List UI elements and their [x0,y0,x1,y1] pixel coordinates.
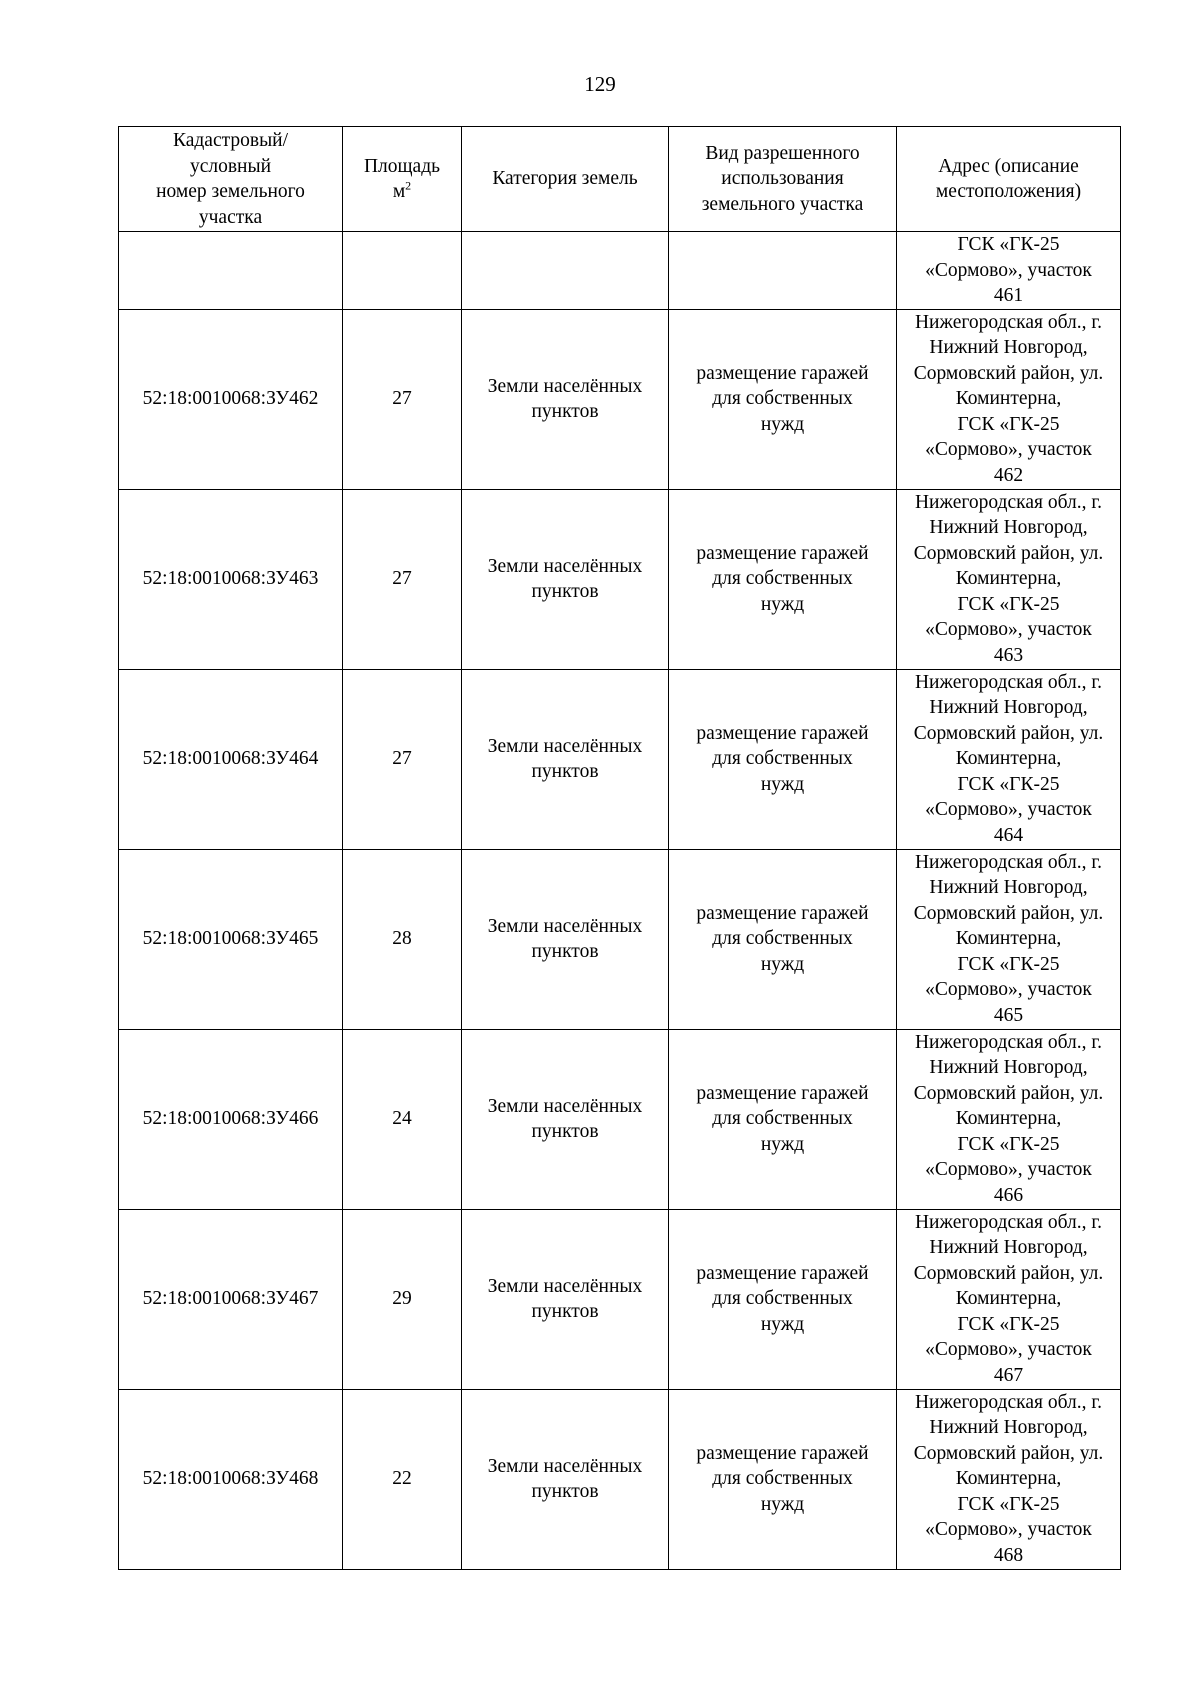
address-line: Нижегородская обл., г. [914,311,1103,333]
address-line: Сормовский район, ул. [913,902,1104,924]
category-line: пунктов [531,1481,599,1502]
address-line: Сормовский район, ул. [913,722,1104,744]
header-area-unit [345,179,459,205]
cell-category [462,1389,669,1569]
cell-area: 27 [343,309,462,489]
address-line: ГСК «ГК-25 [957,773,1060,795]
table-row-continuation [119,232,1121,310]
address-line: ГСК «ГК-25 [957,593,1060,615]
header-address-line: местоположения) [935,181,1082,202]
address-line: Нижний Новгород, [929,1417,1088,1439]
table-header-row [119,127,1121,232]
usage-line: для собственных [712,1468,853,1490]
category-line: пунктов [531,581,599,602]
category-line: пунктов [531,1121,599,1142]
address-line: Нижний Новгород, [929,517,1088,539]
cell-area: 29 [343,1209,462,1389]
header-area [343,127,462,232]
table-row [119,669,1121,849]
cell-usage [669,489,897,669]
address-line: «Сормово», участок [925,439,1092,461]
usage-line: размещение гаражей [696,362,869,384]
cell-category [462,669,669,849]
usage-line: нужд [760,1313,805,1335]
usage-line: нужд [760,1493,805,1515]
header-area-unit-sup: 2 [405,178,412,193]
header-cadastral-line: Кадастровый/ [172,130,289,151]
address-line: 461 [993,285,1024,306]
usage-line: размещение гаражей [696,1442,869,1464]
table-row [119,849,1121,1029]
header-address-line: Адрес (описание [938,155,1079,177]
category-line: Земли населённых [487,1095,643,1117]
address-line: Нижегородская обл., г. [914,851,1103,873]
cell-usage [669,309,897,489]
address-line: Нижегородская обл., г. [914,1031,1103,1053]
address-line: 466 [993,1184,1024,1206]
cell-address [897,1389,1121,1569]
address-line: Сормовский район, ул. [913,1082,1104,1104]
cell-area-empty [343,232,462,310]
table-row [119,309,1121,489]
usage-line: для собственных [712,1288,853,1310]
address-line: «Сормово», участок [925,1339,1092,1361]
address-line: ГСК «ГК-25 [957,1493,1060,1515]
category-line: пунктов [531,1301,599,1322]
category-line: Земли населённых [487,735,643,757]
header-address [897,127,1121,232]
table-row [119,1209,1121,1389]
usage-line: нужд [760,773,805,795]
cell-area: 24 [343,1029,462,1209]
cell-cadastral-number: 52:18:0010068:ЗУ466 [119,1029,343,1209]
cell-usage [669,1029,897,1209]
address-line: Нижний Новгород, [929,877,1088,899]
address-line: Коминтерна, [955,1468,1062,1490]
address-line: Коминтерна, [955,568,1062,590]
cell-cadastral-number: 52:18:0010068:ЗУ465 [119,849,343,1029]
address-line: Нижегородская обл., г. [914,1211,1103,1233]
address-line: Сормовский район, ул. [913,1262,1104,1284]
address-line: Нижегородская обл., г. [914,671,1103,693]
usage-line: размещение гаражей [696,542,869,564]
cell-category [462,1209,669,1389]
header-area-label: Площадь [363,155,441,177]
category-line: пунктов [531,761,599,782]
address-line: «Сормово», участок [925,1519,1092,1541]
cell-cadastral-number: 52:18:0010068:ЗУ462 [119,309,343,489]
cell-category-empty [462,232,669,310]
cell-usage [669,1389,897,1569]
usage-line: размещение гаражей [696,722,869,744]
usage-line: размещение гаражей [696,1082,869,1104]
address-line: «Сормово», участок [925,1159,1092,1181]
cell-usage [669,1209,897,1389]
category-line: Земли населённых [487,915,643,937]
address-line: Нижний Новгород, [929,1057,1088,1079]
usage-line: нужд [760,413,805,435]
address-line: «Сормово», участок [925,619,1092,641]
address-line: 465 [993,1004,1024,1026]
cell-address [897,1029,1121,1209]
cell-cadastral-number: 52:18:0010068:ЗУ464 [119,669,343,849]
address-line: Сормовский район, ул. [913,1442,1104,1464]
usage-line: для собственных [712,1108,853,1130]
address-line: 468 [993,1544,1024,1566]
address-line: «Сормово», участок [925,979,1092,1001]
address-line: Сормовский район, ул. [913,542,1104,564]
address-line: 467 [993,1364,1024,1386]
cell-address [897,489,1121,669]
cell-address [897,309,1121,489]
category-line: Земли населённых [487,1275,643,1297]
cell-cadastral-number: 52:18:0010068:ЗУ467 [119,1209,343,1389]
address-line: Нижегородская обл., г. [914,1391,1103,1413]
table-row [119,1029,1121,1209]
cell-category [462,489,669,669]
address-line: 464 [993,824,1024,846]
header-usage [669,127,897,232]
cell-cadastral-empty [119,232,343,310]
header-usage-line: земельного участка [701,193,864,215]
header-usage-line: Вид разрешенного [705,142,860,164]
cell-area: 27 [343,489,462,669]
usage-line: нужд [760,593,805,615]
address-line: ГСК «ГК-25 [957,1313,1060,1335]
cell-usage-empty [669,232,897,310]
cell-category [462,309,669,489]
address-line: ГСК «ГК-25 [957,953,1060,975]
usage-line: для собственных [712,928,853,950]
address-line: ГСК «ГК-25 [957,413,1060,435]
address-line: Нижний Новгород, [929,1237,1088,1259]
cell-category [462,849,669,1029]
address-line: Коминтерна, [955,928,1062,950]
cell-address [897,1209,1121,1389]
header-area-unit-base: м [392,181,406,202]
address-line: 463 [993,644,1024,666]
address-line: ГСК «ГК-25 [957,234,1060,255]
table-row [119,489,1121,669]
page-number: 129 [584,72,616,96]
cell-usage [669,669,897,849]
usage-line: нужд [760,1133,805,1155]
usage-line: для собственных [712,568,853,590]
address-line: Коминтерна, [955,1108,1062,1130]
category-line: Земли населённых [487,375,643,397]
usage-line: для собственных [712,748,853,770]
address-line: Нижегородская обл., г. [914,491,1103,513]
cell-usage [669,849,897,1029]
cell-address [897,669,1121,849]
address-line: Нижний Новгород, [929,337,1088,359]
header-cadastral-line: участка [198,206,263,228]
address-line: «Сормово», участок [925,799,1092,821]
category-line: Земли населённых [487,1455,643,1477]
address-line: Нижний Новгород, [929,697,1088,719]
header-cadastral-line: номер земельного [156,181,305,202]
category-line: Земли населённых [487,555,643,577]
header-cadastral [119,127,343,232]
cell-cadastral-number: 52:18:0010068:ЗУ468 [119,1389,343,1569]
address-line: Сормовский район, ул. [913,362,1104,384]
usage-line: нужд [760,953,805,975]
header-category: Категория земель [462,127,669,232]
table-row [119,1389,1121,1569]
category-line: пунктов [531,401,599,422]
land-plots-table [118,126,1121,1570]
cell-area: 22 [343,1389,462,1569]
cell-address [897,849,1121,1029]
usage-line: размещение гаражей [696,1262,869,1284]
usage-line: для собственных [712,388,853,410]
address-line: Коминтерна, [955,388,1062,410]
cell-area: 28 [343,849,462,1029]
address-line: «Сормово», участок [925,259,1092,281]
header-cadastral-line: условный [189,155,272,177]
category-line: пунктов [531,941,599,962]
cell-area: 27 [343,669,462,849]
cell-category [462,1029,669,1209]
address-line: 462 [993,464,1024,486]
cell-cadastral-number: 52:18:0010068:ЗУ463 [119,489,343,669]
address-line: Коминтерна, [955,748,1062,770]
usage-line: размещение гаражей [696,902,869,924]
cell-address-continuation [897,232,1121,310]
header-usage-line: использования [721,168,844,190]
address-line: ГСК «ГК-25 [957,1133,1060,1155]
address-line: Коминтерна, [955,1288,1062,1310]
